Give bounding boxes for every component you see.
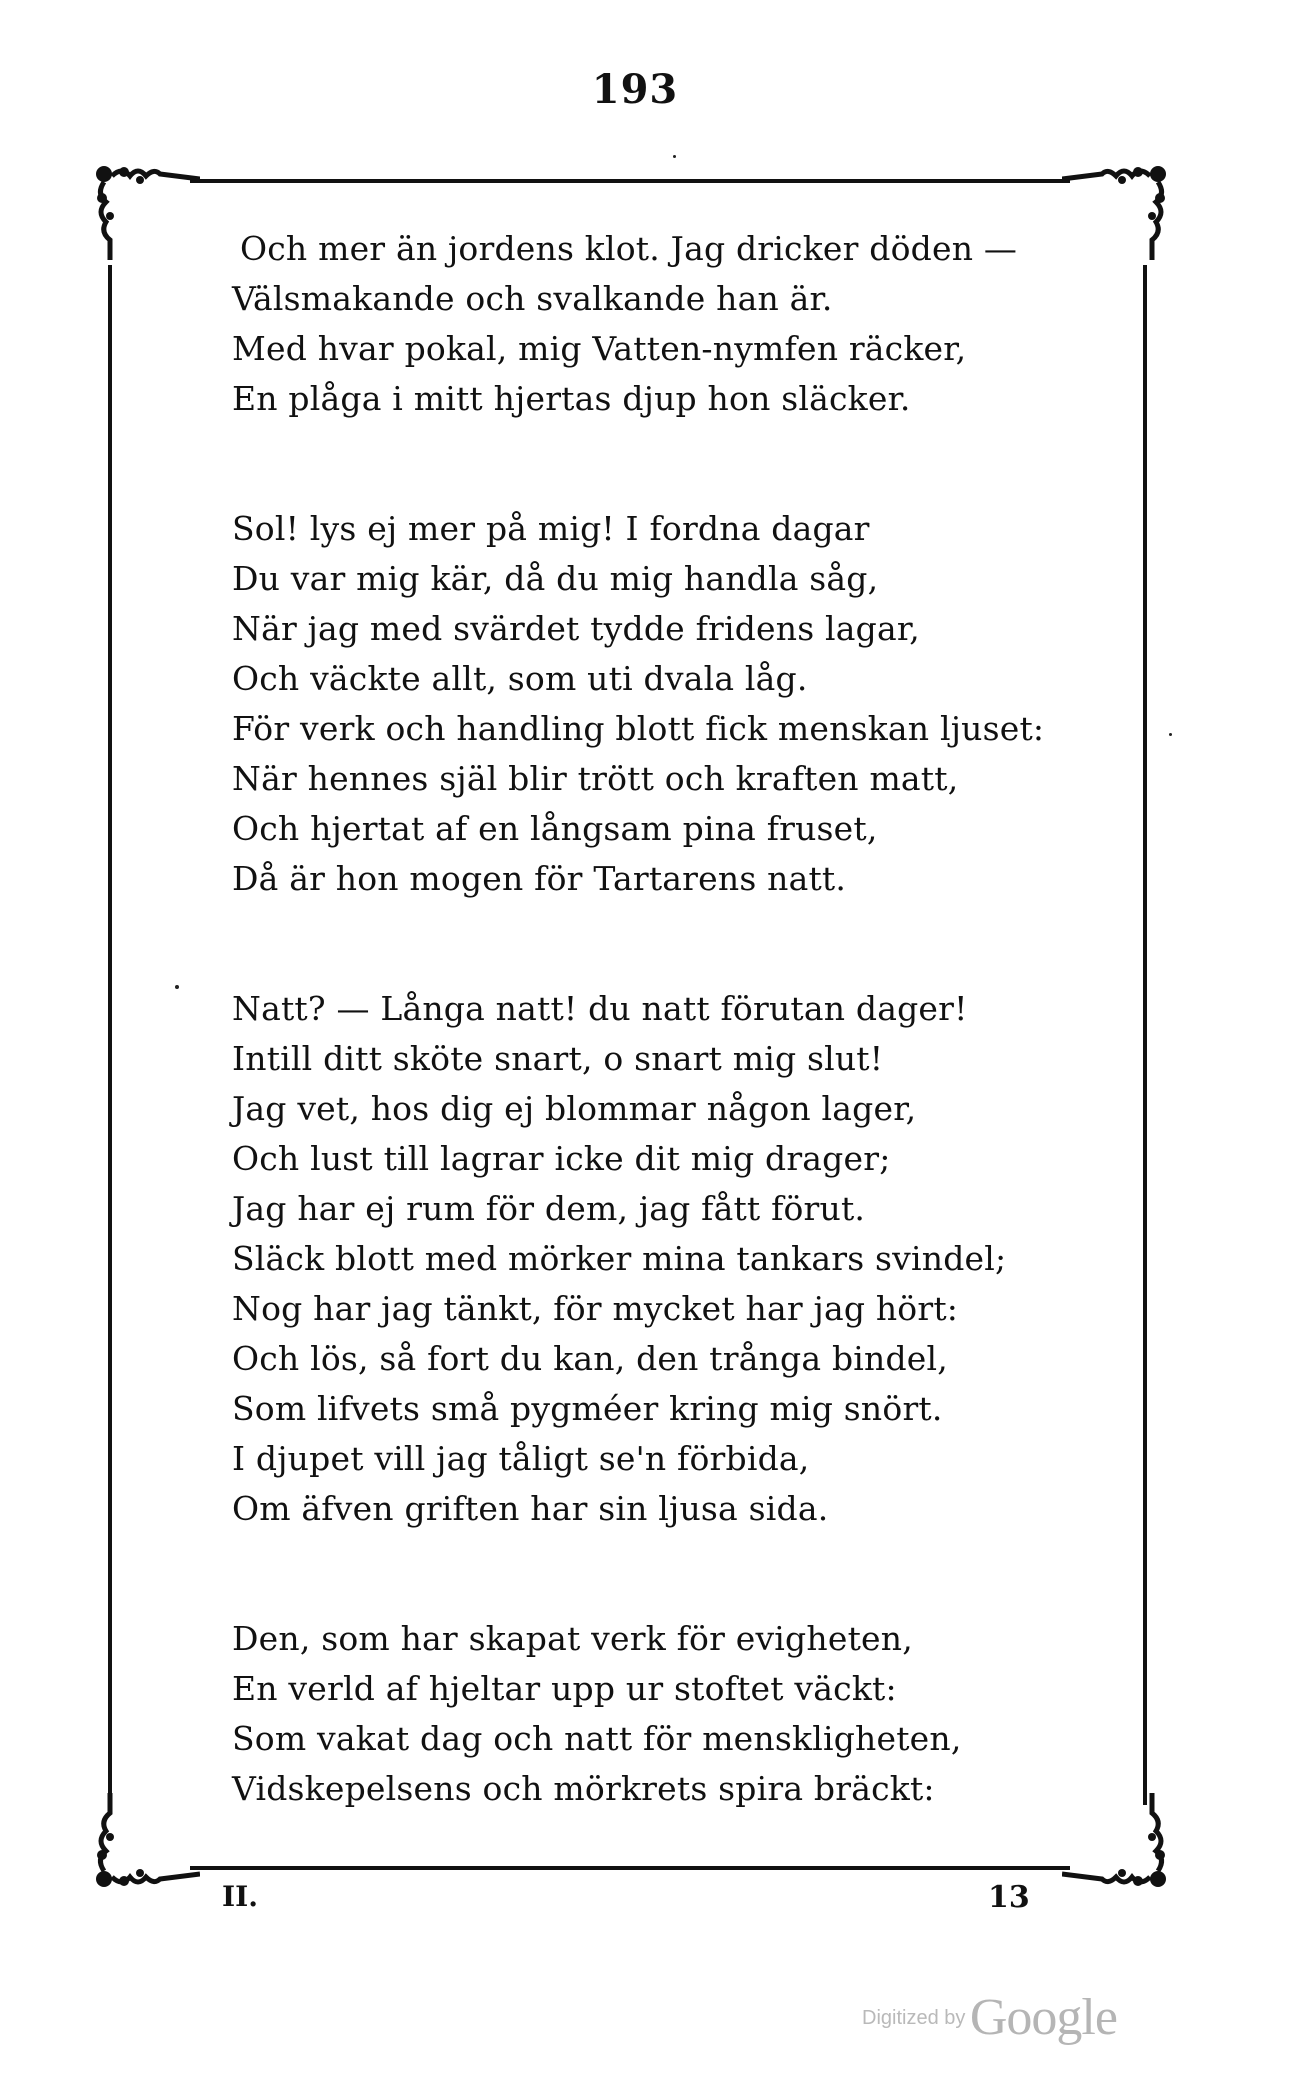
watermark-prefix: Digitized by — [862, 2007, 966, 2029]
sheet-number: 13 — [988, 1880, 1030, 1915]
poem-line: Med hvar pokal, mig Vatten-nymfen räcker, — [232, 329, 967, 368]
poem-line: Som vakat dag och natt för menskligheten, — [232, 1719, 962, 1758]
poem-line: Välsmakande och svalkande han är. — [232, 279, 833, 318]
stanza-gap — [232, 1534, 1092, 1614]
poem-line: Och hjertat af en långsam pina fruset, — [232, 809, 878, 848]
frame-left-rule — [108, 265, 112, 1805]
poem-line: Som lifvets små pygméer kring mig snört. — [232, 1389, 943, 1428]
print-speck — [673, 155, 676, 158]
signature-mark: II. — [222, 1880, 258, 1913]
frame-top-rule — [190, 179, 1070, 183]
poem-line: En plåga i mitt hjertas djup hon släcker. — [232, 379, 911, 418]
page-number: 193 — [591, 66, 679, 113]
frame-right-rule — [1143, 265, 1147, 1805]
poem-line: En verld af hjeltar upp ur stoftet väckt: — [232, 1669, 897, 1708]
poem-body — [232, 224, 1092, 1814]
stanza-2 — [232, 504, 1092, 904]
poem-line: Då är hon mogen för Tartarens natt. — [232, 859, 847, 898]
poem-line: För verk och handling blott fick menskan ljuset: — [232, 709, 1045, 748]
poem-line: Släck blott med mörker mina tankars svindel; — [232, 1239, 1007, 1278]
poem-line: Intill ditt sköte snart, o snart mig slut! — [232, 1039, 884, 1078]
poem-line: I djupet vill jag tåligt se'n förbida, — [232, 1439, 810, 1478]
poem-line: Jag vet, hos dig ej blommar någon lager, — [232, 1089, 917, 1128]
stanza-1 — [232, 224, 1092, 424]
stanza-gap — [232, 424, 1092, 504]
print-speck — [175, 985, 179, 989]
poem-line: Nog har jag tänkt, för mycket har jag hört: — [232, 1289, 959, 1328]
poem-line: Du var mig kär, då du mig handla såg, — [232, 559, 879, 598]
poem-line: När hennes själ blir trött och kraften matt, — [232, 759, 959, 798]
print-speck — [1169, 733, 1172, 736]
poem-line: Och väckte allt, som uti dvala låg. — [232, 659, 808, 698]
frame-bottom-rule — [190, 1866, 1070, 1870]
poem-line: Natt? — Långa natt! du natt förutan dager! — [232, 989, 968, 1028]
poem-line: Och lös, så fort du kan, den trånga bindel, — [232, 1339, 948, 1378]
poem-line: Vidskepelsens och mörkrets spira bräckt: — [232, 1769, 935, 1808]
poem-line: Sol! lys ej mer på mig! I fordna dagar — [232, 509, 870, 548]
poem-line: Jag har ej rum för dem, jag fått förut. — [232, 1189, 866, 1228]
stanza-gap — [232, 904, 1092, 984]
poem-line: Och mer än jordens klot. Jag dricker döden — — [240, 229, 1018, 268]
poem-line: När jag med svärdet tydde fridens lagar, — [232, 609, 920, 648]
google-logo: Google — [969, 1989, 1117, 2046]
digitized-watermark — [862, 1988, 1117, 2047]
floral-corner-icon — [90, 158, 200, 268]
floral-corner-icon — [90, 1785, 200, 1895]
poem-line: Om äfven griften har sin ljusa sida. — [232, 1489, 829, 1528]
poem-line: Den, som har skapat verk för evigheten, — [232, 1619, 913, 1658]
stanza-4 — [232, 1614, 1092, 1814]
stanza-3 — [232, 984, 1092, 1534]
poem-line: Och lust till lagrar icke dit mig drager; — [232, 1139, 891, 1178]
